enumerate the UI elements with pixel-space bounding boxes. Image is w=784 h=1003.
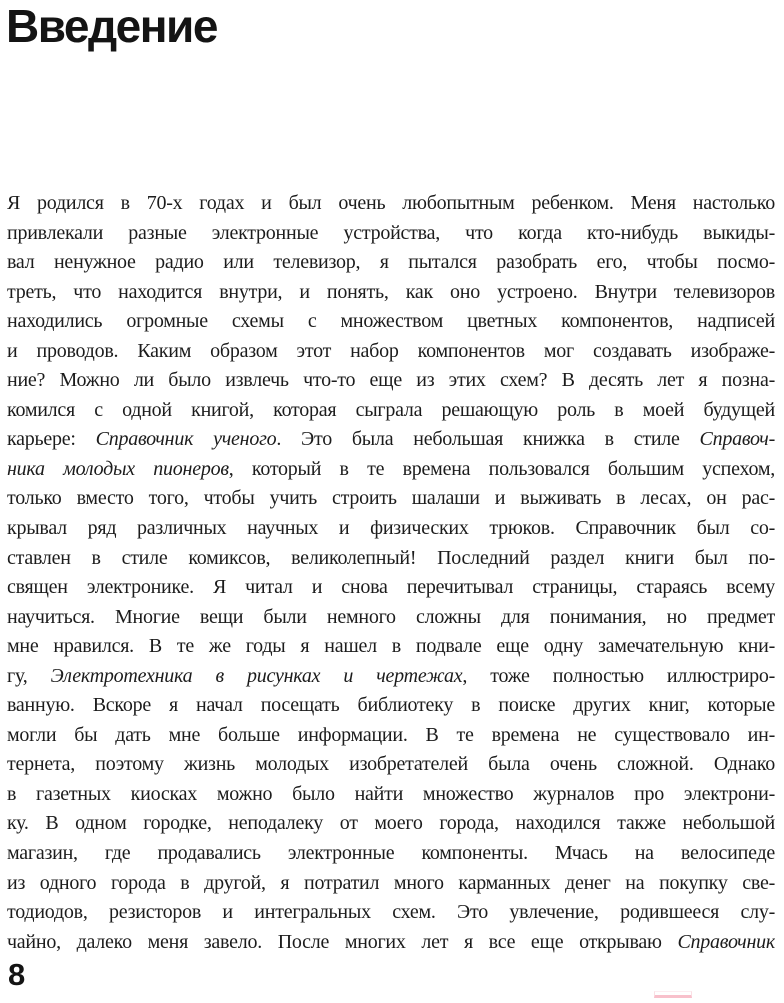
text-line: гу, Электротехника в рисунках и чертежах, тоже полностью иллюстриро- [7, 664, 775, 687]
text-line: Я родился в 70-х годах и был очень любопытным ребенком. Меня настолько [7, 192, 775, 214]
text-line: ванную. Вскоре я начал посещать библиотеку в поиске других книг, которые [7, 694, 775, 717]
page-number: 8 [8, 957, 26, 992]
text-line: чайно, далеко меня завело. После многих лет я все еще открываю Справочник [7, 930, 775, 953]
text-line: тернета, поэтому жизнь молодых изобретателей была очень сложной. Однако [7, 753, 775, 776]
text-line: могли бы дать мне больше информации. В те времена не существовало ин- [7, 723, 775, 746]
text-line: привлекали разные электронные устройства, что когда кто-нибудь выкиды- [7, 221, 775, 244]
text-line: ставлен в стиле комиксов, великолепный! Последний раздел книги был по- [7, 546, 775, 569]
text-line: ку. В одном городке, неподалеку от моего города, находился также небольшой [7, 812, 775, 835]
text-line: мне нравился. В те же годы я нашел в подвале еще одну замечательную кни- [7, 635, 775, 658]
text-line: из одного города в другой, я потратил много карманных денег на покупку све- [7, 871, 775, 894]
text-line: научиться. Многие вещи были немного сложны для понимания, но предмет [7, 605, 775, 628]
text-line: находились огромные схемы с множеством цветных компонентов, надписей [7, 310, 775, 333]
text-line: и проводов. Каким образом этот набор компонентов мог создавать изображе- [7, 339, 775, 362]
text-line: комился с одной книгой, которая сыграла решающую роль в моей будущей [7, 398, 775, 421]
text-line: ние? Можно ли было извлечь что-то еще из этих схем? В десять лет я позна- [7, 369, 775, 392]
text-line: карьере: Справочник ученого. Это была небольшая книжка в стиле Справоч- [7, 428, 775, 451]
text-line: крывал ряд различных научных и физических трюков. Справочник был со- [7, 517, 775, 540]
page-title: Введение [6, 0, 217, 52]
text-line: магазин, где продавались электронные компоненты. Мчась на велосипеде [7, 842, 775, 865]
text-line: в газетных киосках можно было найти множество журналов про электрони- [7, 782, 775, 805]
text-line: только вместо того, чтобы учить строить шалаши и выживать в лесах, он рас- [7, 487, 775, 510]
page-corner-marker [654, 991, 692, 998]
text-line: треть, что находится внутри, и понять, как оно устроено. Внутри телевизоров [7, 280, 775, 303]
body-text [7, 189, 775, 957]
text-line: ника молодых пионеров, который в те времена пользовался большим успехом, [7, 457, 775, 480]
text-line: священ электронике. Я читал и снова перечитывал страницы, стараясь всему [7, 576, 775, 599]
text-line: вал ненужное радио или телевизор, я пытался разобрать его, чтобы посмо- [7, 251, 775, 274]
text-line: тодиодов, резисторов и интегральных схем. Это увлечение, родившееся слу- [7, 901, 775, 924]
